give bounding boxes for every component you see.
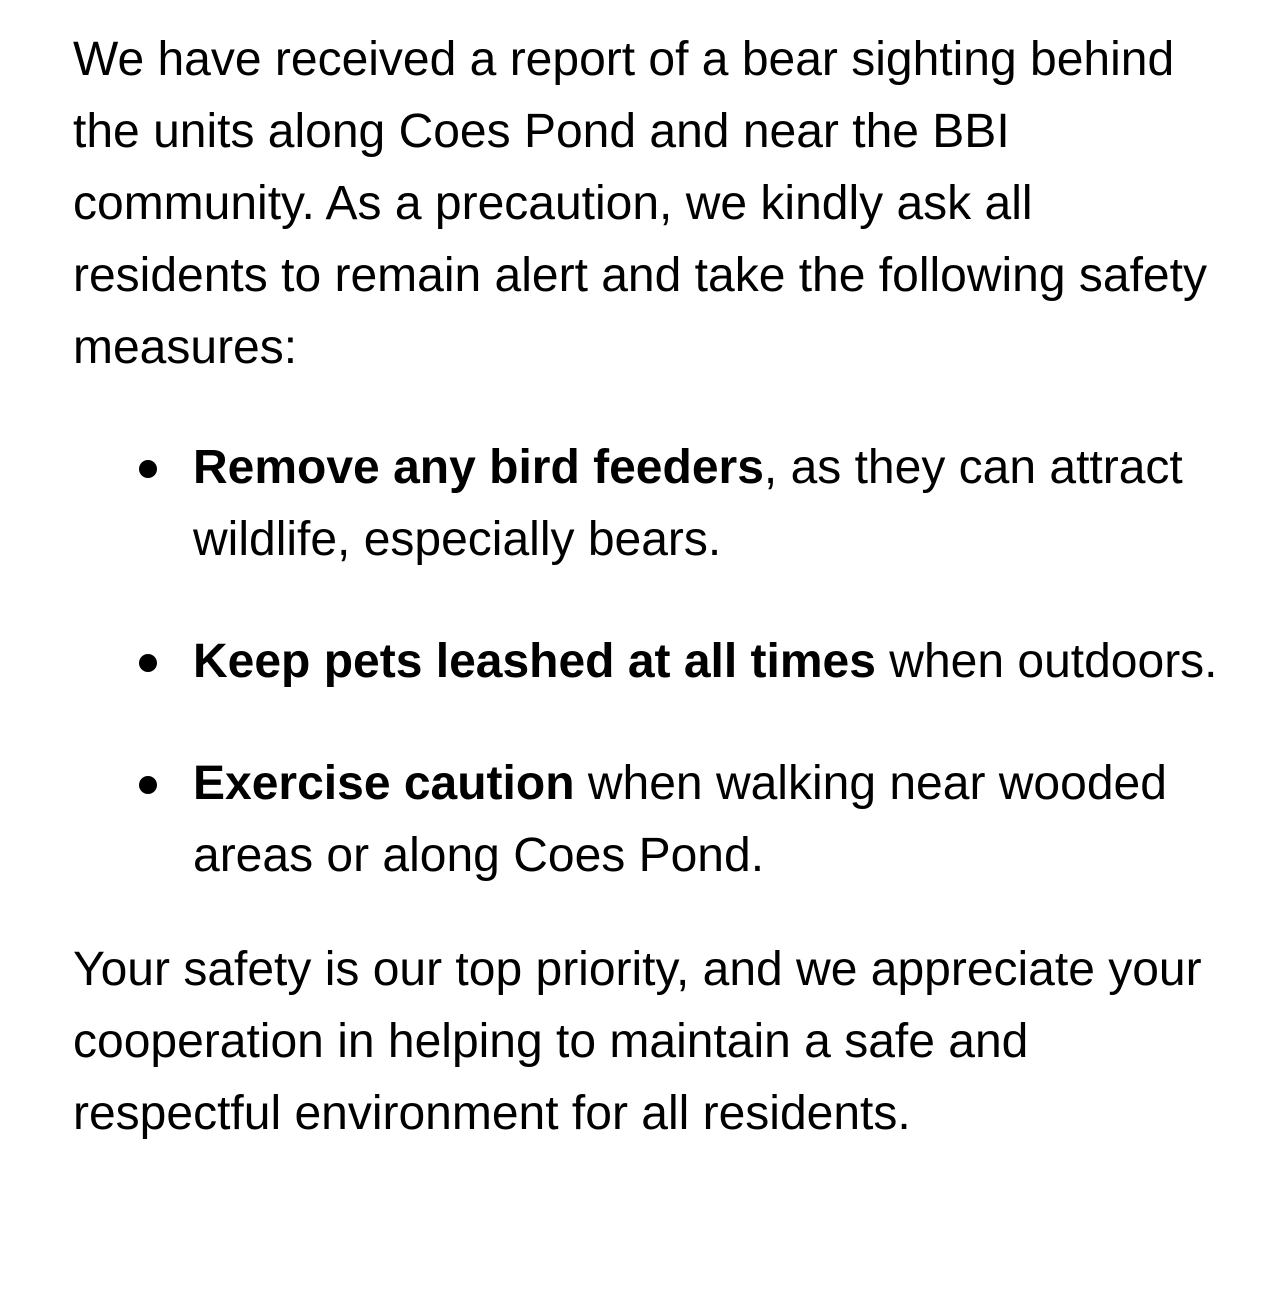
list-item: [73, 626, 1233, 698]
notice-body: [73, 24, 1233, 1150]
measure-heading: Remove any bird feeders: [193, 441, 764, 494]
closing-paragraph: Your safety is our top priority, and we appreciate your cooperation in helping to maintain a safe and respectful environment for all residents.: [73, 943, 1202, 1140]
bullet-icon: [139, 776, 157, 794]
intro-paragraph: We have received a report of a bear sighting behind the units along Coes Pond and near the BBI community. As a precaution, we kindly ask all residents to remain alert and take the following safety measures:: [73, 33, 1207, 374]
measure-heading: Exercise caution: [193, 757, 575, 810]
list-item: [73, 748, 1233, 892]
bullet-icon: [139, 460, 157, 478]
measure-detail: when walking near wooded areas or along Coes Pond.: [193, 757, 1167, 882]
measure-heading: Keep pets leashed at all times: [193, 635, 876, 688]
list-item: [73, 432, 1233, 576]
measure-detail: when outdoors.: [875, 635, 1218, 688]
measure-detail: , as they can attract wildlife, especially bears.: [193, 441, 1183, 566]
safety-measures-list: [73, 432, 1233, 892]
bullet-icon: [139, 654, 157, 672]
